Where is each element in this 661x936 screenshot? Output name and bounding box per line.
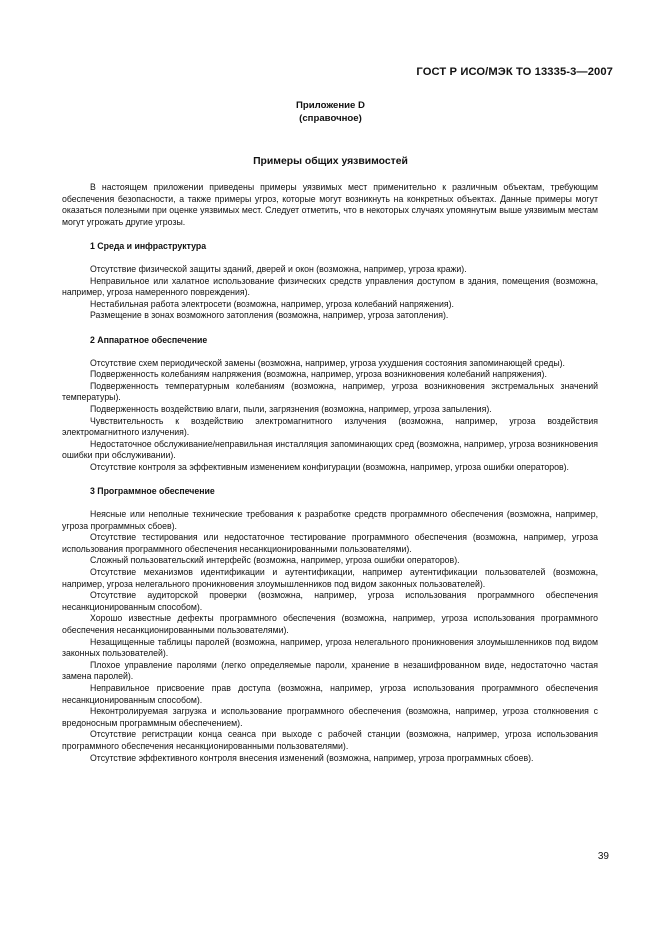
list-item: Отсутствие механизмов идентификации и аутентификации, например аутентификации пользователей (возможна, например, угроза нелегального проникновения злоумышленников под видом законных пользователей). [62,567,598,589]
standard-header: ГОСТ Р ИСО/МЭК ТО 13335-3—2007 [416,66,613,78]
appendix-label: Приложение D [296,100,365,111]
list-item: Отсутствие эффективного контроля внесения изменений (возможна, например, угроза программных сбоев). [90,752,534,763]
list-item: Размещение в зонах возможного затопления (возможна, например, угроза затопления). [90,310,449,321]
list-item: Неконтролируемая загрузка и использование программного обеспечения (возможна, например, угроза столкновения с вредоносным программным обеспечением). [62,706,598,728]
appendix-note: (справочное) [299,113,362,124]
appendix-block [0,99,661,125]
list-item: Сложный пользовательский интерфейс (возможна, например, угроза ошибки операторов). [90,555,460,566]
list-item: Чувствительность к воздействию электромагнитного излучения (возможна, например, угроза воздействия электромагнитного излучения). [62,415,598,438]
list-item: Подверженность колебаниям напряжения (возможна, например, угроза возникновения колебаний напряжения). [90,369,547,380]
list-item: Хорошо известные дефекты программного обеспечения (возможна, например, угроза использования программного обеспечения несанкционированными пользователями). [62,613,598,635]
list-item: Отсутствие аудиторской проверки (возможна, например, угроза использования программного обеспечения несанкционированным способом). [62,590,598,612]
list-item: Подверженность воздействию влаги, пыли, загрязнения (возможна, например, угроза запыления). [90,403,492,414]
list-item: Незащищенные таблицы паролей (возможна, например, угроза нелегального проникновения злоумышленников под видом законных пользователей). [62,636,598,659]
section-heading-environment: 1 Среда и инфраструктура [90,241,207,252]
intro-paragraph: В настоящем приложении приведены примеры уязвимых мест применительно к различным объектам, требующим обеспечения безопасности, а также примеры угроз, которые могут возникнуть на конкретных объектах. Данные примеры могут оказаться полезными при оценке уязвимых мест. Следует отметить, что в некоторых случаях упомянутым выше уязвимым местам могут угрожать другие угрозы. [62,182,598,227]
list-item: Плохое управление паролями (легко определяемые пароли, хранение в незашифрованном виде, недостаточно частая замена паролей). [62,659,598,682]
page-number: 39 [597,851,609,862]
list-item: Подверженность температурным колебаниям (возможна, например, угроза возникновения экстремальных значений температуры). [62,380,598,403]
list-item: Неправильное или халатное использование физических средств управления доступом в здания, помещения (возможна, например, угроза намеренного повреждения). [62,275,598,298]
list-item: Недостаточное обслуживание/неправильная инсталляция запоминающих сред (возможна, например, угроза возникновения ошибки при обслуживании). [62,438,598,461]
list-item: Отсутствие тестирования или недостаточное тестирование программного обеспечения (возможна, например, угроза использования программного обеспечения несанкционированными пользователями). [62,532,598,554]
list-item: Отсутствие контроля за эффективным изменением конфигурации (возможна, например, угроза ошибки операторов). [90,461,569,472]
page-title: Примеры общих уязвимостей [253,156,408,167]
section-heading-hardware: 2 Аппаратное обеспечение [90,334,208,345]
section-heading-software: 3 Программное обеспечение [90,486,215,497]
list-item: Нестабильная работа электросети (возможна, например, угроза колебаний напряжения). [90,298,454,309]
list-item: Отсутствие физической защиты зданий, дверей и окон (возможна, например, угроза кражи). [90,263,467,274]
list-item: Отсутствие регистрации конца сеанса при выходе с рабочей станции (возможна, например, угроза использования программного обеспечения несанкционированными пользователями). [62,729,598,751]
list-item: Отсутствие схем периодической замены (возможна, например, угроза ухудшения состояния запоминающей среды). [90,357,565,368]
list-item: Неправильное присвоение прав доступа (возможна, например, угроза использования программного обеспечения несанкционированным способом). [62,682,598,705]
list-item: Неясные или неполные технические требования к разработке средств программного обеспечения (возможна, например, угроза программных сбоев). [62,509,598,531]
document-body [62,182,598,764]
